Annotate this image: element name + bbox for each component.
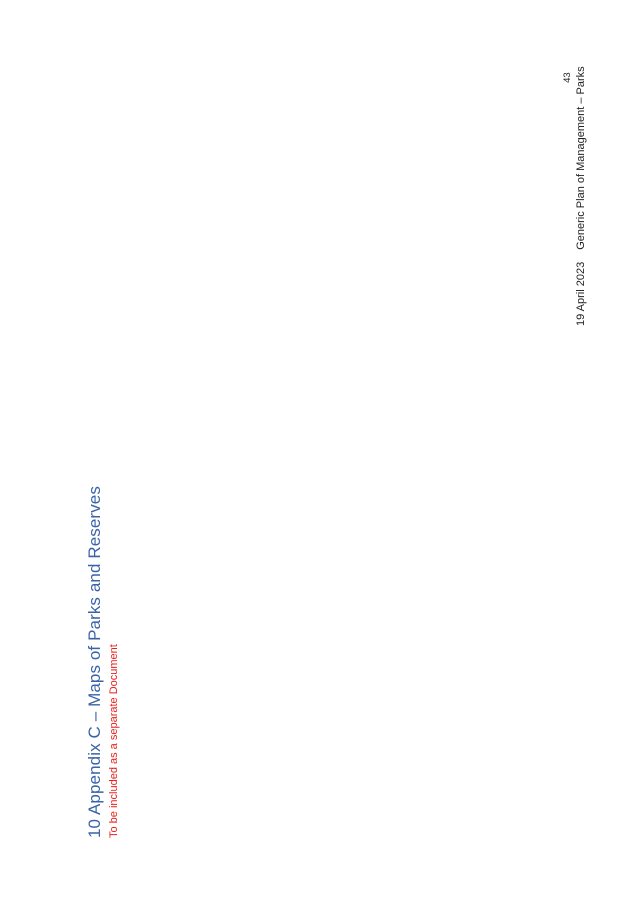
page-footer xyxy=(562,66,588,326)
section-note: To be included as a separate Document xyxy=(108,644,120,838)
footer-date: 19 April 2023 xyxy=(575,261,587,326)
appendix-heading-block xyxy=(84,486,121,838)
footer-document-title: Generic Plan of Management – Parks xyxy=(575,66,587,250)
page-number: 43 xyxy=(562,72,573,83)
section-heading: 10 Appendix C – Maps of Parks and Reserves xyxy=(85,486,104,838)
footer-line xyxy=(574,66,588,326)
